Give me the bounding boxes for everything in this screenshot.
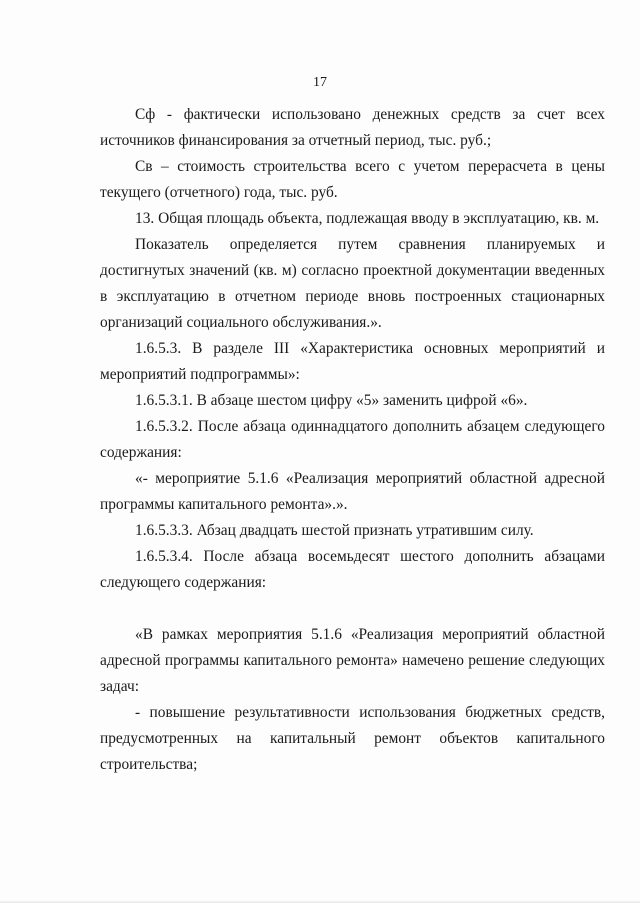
paragraph-sf-definition: Сф - фактически использовано денежных средств за счет всех источников финансирования за отчетный период, тыс. руб.;: [100, 106, 605, 149]
paragraph-indicator-method: Показатель определяется путем сравнения планируемых и достигнутых значений (кв. м) согласно проектной документации введенных в эксплуатацию в отчетном периоде вновь построенных стационарных организаций социального обслуживания.».: [100, 236, 605, 331]
paragraph-task-1: - повышение результативности использования бюджетных средств, предусмотренных на капитальный ремонт объектов капитального строительства;: [100, 704, 605, 773]
paragraph-1-6-5-3-3: 1.6.5.3.3. Абзац двадцать шестой признать утратившим силу.: [135, 522, 534, 539]
paragraph-sv-definition: Св – стоимость строительства всего с учетом перерасчета в цены текущего (отчетного) года, тыс. руб.: [100, 158, 605, 201]
paragraph-1-6-5-3: 1.6.5.3. В разделе III «Характеристика основных мероприятий и мероприятий подпрограммы»:: [100, 340, 605, 383]
document-body: [100, 102, 605, 778]
paragraph-1-6-5-3-4: 1.6.5.3.4. После абзаца восемьдесят шестого дополнить абзацами следующего содержания:: [100, 548, 605, 591]
paragraph-tasks-intro: «В рамках мероприятия 5.1.6 «Реализация мероприятий областной адресной программы капитального ремонта» намечено решение следующих задач:: [100, 626, 605, 695]
paragraph-indicator-13: 13. Общая площадь объекта, подлежащая вводу в эксплуатацию, кв. м.: [135, 210, 600, 227]
paragraph-1-6-5-3-2: 1.6.5.3.2. После абзаца одиннадцатого дополнить абзацем следующего содержания:: [100, 418, 605, 461]
paragraph-1-6-5-3-1: 1.6.5.3.1. В абзаце шестом цифру «5» заменить цифрой «6».: [135, 392, 528, 409]
page-number: 17: [313, 75, 327, 90]
paragraph-measure-5-1-6: «- мероприятие 5.1.6 «Реализация мероприятий областной адресной программы капитального ремонта».».: [100, 470, 605, 513]
